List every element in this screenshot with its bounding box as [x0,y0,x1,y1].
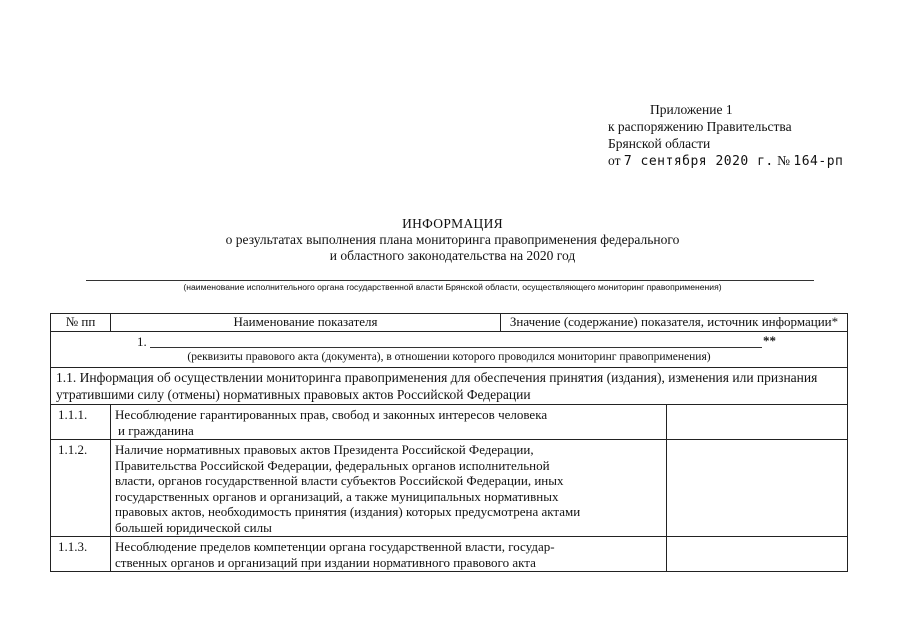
title-line-2: о результатах выполнения плана мониторинга правоприменения федерального [225,232,680,247]
row-indicator [111,537,667,572]
header-name: Наименование показателя [111,314,501,332]
number-prefix: № [777,153,791,168]
row-number: 1.1.3. [51,537,111,572]
row-indicator [111,440,667,537]
header-value: Значение (содержание) показателя, источник информации* [501,314,848,332]
indicator-line: Несоблюдение пределов компетенции органа государственной власти, государ- [115,539,555,554]
indicator-line: большей юридической силы [115,519,272,535]
section-row [51,368,848,405]
header-num: № пп [51,314,111,332]
date-prefix: от [608,153,621,168]
indicator-line: власти, органов государственной власти субъектов Российской Федерации, иных [115,473,564,488]
requisites-number: 1. [137,334,147,349]
appendix-date-number [608,152,843,170]
indicator-line: Правительства Российской Федерации, федеральных органов исполнительной [115,457,550,473]
monitoring-table [50,313,848,572]
table-row [51,440,848,537]
indicator-line: ственных органов и организаций при издании нормативного правового акта [115,554,536,570]
requisites-caption: (реквизиты правового акта (документа), в отношении которого проводился мониторинг правоприменения) [187,351,711,363]
section-heading: 1.1. Информация об осуществлении мониторинга правоприменения для обеспечения принятия (издания), изменения или признания утратившими силу (отмены) нормативных правовых актов Российской Федерации [51,368,848,405]
requisites-cell [51,332,848,368]
row-value [667,440,848,537]
row-value [667,537,848,572]
indicator-line: правовых актов, необходимость принятия (издания) которых предусмотрена актами [115,504,581,519]
indicator-line: Наличие нормативных правовых актов Президента Российской Федерации, [115,442,534,457]
handwritten-number: 164-рп [793,154,844,169]
appendix-title: Приложение 1 [650,102,733,117]
row-indicator [111,405,667,440]
indicator-line: государственных органов и организаций, а также муниципальных нормативных [115,488,559,504]
indicator-line: Несоблюдение гарантированных прав, свобод и законных интересов человека [115,407,548,422]
requisites-row [51,332,848,368]
table-header-row [51,314,848,332]
indicator-line: и гражданина [118,422,194,438]
org-name-caption: (наименование исполнительного органа государственной власти Брянской области, осуществляющего мониторинг правоприменения) [183,282,722,292]
row-value [667,405,848,440]
appendix-region: Брянской области [608,136,711,151]
title-heading: ИНФОРМАЦИЯ [402,216,503,231]
requisites-footnote-mark: ** [763,333,776,348]
document-title [0,216,905,264]
handwritten-date: 7 сентября 2020 г. [623,154,774,169]
row-number: 1.1.2. [51,440,111,537]
row-number: 1.1.1. [51,405,111,440]
appendix-block [608,101,843,170]
appendix-decree: к распоряжению Правительства [608,119,792,134]
requisites-blank-line [150,347,762,348]
org-name-blank-line [86,280,814,281]
table-row [51,405,848,440]
title-line-3: и областного законодательства на 2020 год [329,248,576,263]
table-row [51,537,848,572]
